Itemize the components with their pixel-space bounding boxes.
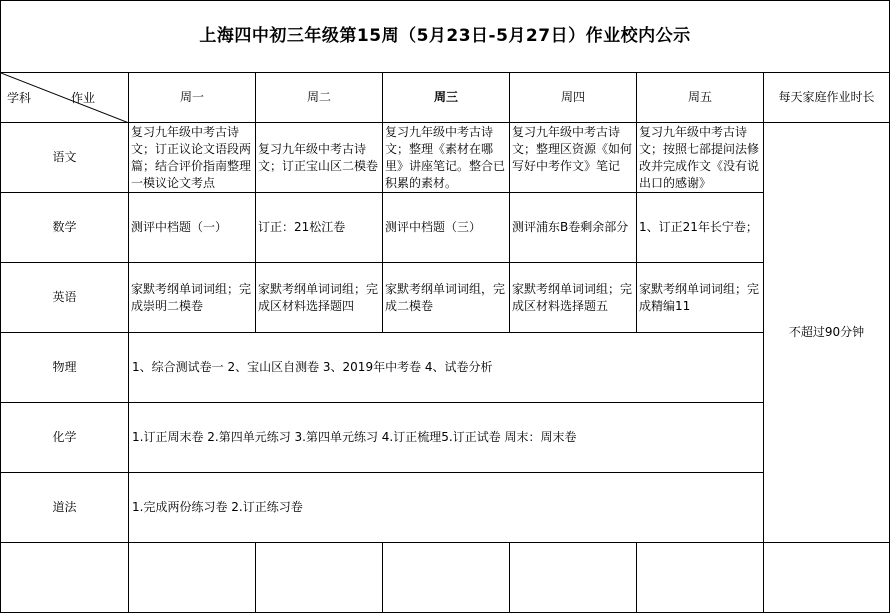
chinese-fri [637, 123, 764, 193]
chinese-wed-text: 复习九年级中考古诗文；整理《素材在哪里》讲座笔记。整合已积累的素材。 [385, 124, 506, 190]
math-wed: 测评中档题（三） [383, 193, 510, 263]
subject-chemistry: 化学 [1, 403, 129, 473]
chinese-thu-text: 复习九年级中考古诗文；整理区资源《如何写好中考作文》笔记 [512, 124, 633, 173]
chinese-tue [256, 123, 383, 193]
duration-header: 每天家庭作业时长 [764, 73, 890, 123]
day-header-mon: 周一 [129, 73, 256, 123]
chinese-mon-text: 复习九年级中考古诗文；订正议论文语段两篇；结合评价指南整理一模议论文考点 [131, 124, 252, 190]
subject-english: 英语 [1, 263, 129, 333]
math-mon: 测评中档题（一） [129, 193, 256, 263]
empty-cell [1, 543, 129, 613]
english-tue: 家默考纲单词词组；完成区材料选择题四 [256, 263, 383, 333]
physics-homework: 1、综合测试卷一 2、宝山区自测卷 3、2019年中考卷 4、试卷分析 [129, 333, 764, 403]
english-wed: 家默考纲单词词组，完成二模卷 [383, 263, 510, 333]
subject-physics: 物理 [1, 333, 129, 403]
duration-value: 不超过90分钟 [764, 123, 890, 543]
day-header-fri: 周五 [637, 73, 764, 123]
chemistry-homework: 1.订正周末卷 2.第四单元练习 3.第四单元练习 4.订正梳理5.订正试卷 周末：周末卷 [129, 403, 764, 473]
subject-header-label: 学科 [7, 91, 32, 105]
homework-header-label: 作业 [71, 91, 96, 105]
english-mon: 家默考纲单词词组；完成崇明二模卷 [129, 263, 256, 333]
empty-cell [129, 543, 256, 613]
empty-cell [510, 543, 637, 613]
english-fri: 家默考纲单词词组；完成精编11 [637, 263, 764, 333]
subject-chinese: 语文 [1, 123, 129, 193]
math-fri: 1、订正21年长宁卷； [637, 193, 764, 263]
math-tue: 订正：21松江卷 [256, 193, 383, 263]
empty-cell [637, 543, 764, 613]
empty-cell [764, 543, 890, 613]
chinese-tue-text: 复习九年级中考古诗文；订正宝山区二模卷 [258, 141, 379, 173]
empty-cell [256, 543, 383, 613]
corner-header-cell [1, 73, 129, 123]
chinese-wed [383, 123, 510, 193]
day-header-tue: 周二 [256, 73, 383, 123]
chinese-fri-text: 复习九年级中考古诗文；按照七部提问法修改并完成作文《没有说出口的感谢》 [639, 124, 760, 190]
subject-ethics: 道法 [1, 473, 129, 543]
chinese-mon [129, 123, 256, 193]
subject-math: 数学 [1, 193, 129, 263]
day-header-wed: 周三 [383, 73, 510, 123]
empty-cell [383, 543, 510, 613]
math-thu: 测评浦东B卷剩余部分 [510, 193, 637, 263]
ethics-homework: 1.完成两份练习卷 2.订正练习卷 [129, 473, 764, 543]
english-thu: 家默考纲单词词组；完成区材料选择题五 [510, 263, 637, 333]
day-header-thu: 周四 [510, 73, 637, 123]
chinese-thu [510, 123, 637, 193]
sheet-title: 上海四中初三年级第15周（5月23日-5月27日）作业校内公示 [1, 1, 890, 73]
